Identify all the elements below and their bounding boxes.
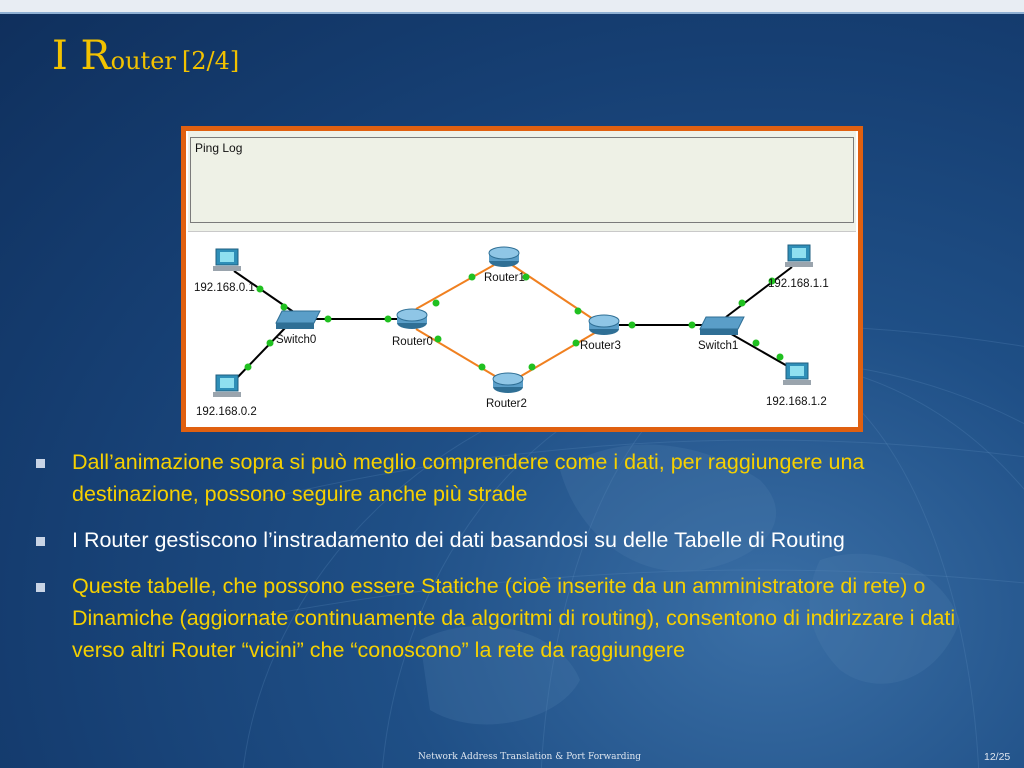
top-bar-accent: [0, 12, 1024, 14]
packet-tracer-screenshot: [181, 126, 863, 432]
label-pc-192-168-0-1: 192.168.0.1: [194, 282, 255, 294]
label-pc-192-168-1-2: 192.168.1.2: [766, 396, 827, 408]
bullet-item: [34, 446, 994, 510]
label-router0: Router0: [392, 336, 433, 348]
link-switch1-pc3: [726, 267, 792, 317]
ping-log-panel: [188, 131, 856, 232]
link-router2-router3: [516, 331, 598, 379]
bullet-text: Dall’animazione sopra si può meglio comprendere come i dati, per raggiungere una destinazione, possono seguire anche più strade: [72, 450, 865, 506]
pc-icon: [213, 249, 241, 271]
title-rest: outer: [110, 47, 176, 75]
label-router2: Router2: [486, 398, 527, 410]
page-number: 12/25: [984, 751, 1011, 763]
bullet-item: [34, 524, 994, 556]
router-icon: [397, 309, 427, 329]
footer-text: Network Address Translation & Port Forwarding: [418, 752, 642, 762]
label-switch1: Switch1: [698, 340, 739, 352]
link-router0-router1: [416, 265, 494, 309]
label-router1: Router1: [484, 272, 525, 284]
router-icon: [489, 247, 519, 267]
switch-icon: [700, 317, 744, 335]
pc-icon: [785, 245, 813, 267]
switch-icon: [276, 311, 320, 329]
title-page-indicator: [2/4]: [181, 47, 240, 75]
pc-icon: [213, 375, 241, 397]
network-topology: [186, 231, 858, 427]
top-bar: [0, 0, 1024, 12]
router-icon: [493, 373, 523, 393]
bullet-text: I Router gestiscono l’instradamento dei dati basandosi su delle Tabelle di Routing: [72, 528, 845, 552]
footer: [0, 750, 1024, 768]
label-pc-192-168-1-1: 192.168.1.1: [768, 278, 829, 290]
ping-log-label: Ping Log: [195, 141, 243, 155]
bullet-list: [34, 446, 994, 680]
bullet-square-icon: [36, 459, 45, 468]
label-pc-192-168-0-2: 192.168.0.2: [196, 406, 257, 418]
label-switch0: Switch0: [276, 334, 317, 346]
bullet-square-icon: [36, 537, 45, 546]
ping-log-box: [190, 137, 854, 223]
pc-icon: [783, 363, 811, 385]
label-router3: Router3: [580, 340, 621, 352]
slide-title: [52, 33, 240, 79]
bullet-square-icon: [36, 583, 45, 592]
bullet-item: [34, 570, 994, 666]
router-icon: [589, 315, 619, 335]
title-initials: I R: [52, 33, 111, 79]
bullet-text: Queste tabelle, che possono essere Statiche (cioè inserite da un amministratore di rete) o Dinamiche (aggiornate continuamente da algoritmi di routing), consentono di indirizzare i dati verso altri Router “vicini” che “conoscono” la rete da raggiungere: [72, 574, 956, 662]
